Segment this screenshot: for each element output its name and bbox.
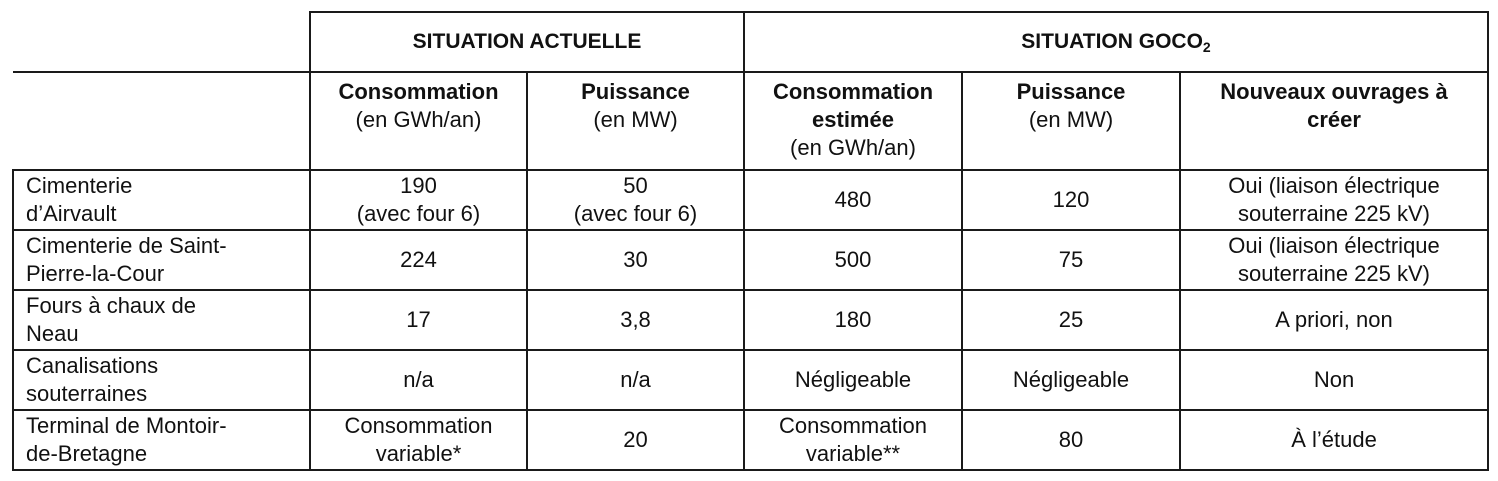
table-cell (744, 170, 962, 230)
subheader-unit: (en GWh/an) (790, 135, 916, 160)
table-cell (962, 350, 1180, 410)
row-label-line: Fours à chaux de (26, 293, 196, 318)
table-cell (744, 410, 962, 470)
group-header-goco2-subscript: 2 (1202, 39, 1211, 55)
subheader-puissance-actuelle (527, 72, 744, 170)
table-row (13, 170, 1488, 230)
table-cell (527, 410, 744, 470)
table-cell (962, 170, 1180, 230)
subheader-title-line2: créer (1307, 107, 1361, 132)
cell-line: (avec four 6) (573, 201, 698, 226)
table-cell (527, 230, 744, 290)
cell-line: (avec four 6) (356, 201, 481, 226)
subheader-unit: (en MW) (593, 107, 678, 132)
group-header-actuelle: SITUATION ACTUELLE (310, 12, 744, 72)
cell-line: 180 (834, 307, 872, 332)
cell-line: Négligeable (1012, 367, 1130, 392)
blank-corner-cell (13, 12, 310, 72)
blank-corner-cell-2 (13, 72, 310, 170)
cell-line: 25 (1058, 307, 1084, 332)
row-label-line: Canalisations (26, 353, 159, 378)
cell-line: Oui (liaison électrique (1228, 173, 1440, 198)
cell-line: n/a (620, 367, 651, 392)
table-cell (962, 230, 1180, 290)
table-cell (1180, 410, 1488, 470)
table-cell (527, 350, 744, 410)
table-row (13, 350, 1488, 410)
subheader-title-line2: estimée (812, 107, 894, 132)
cell-line: 224 (400, 247, 437, 272)
row-label-line: Terminal de Montoir- (26, 413, 227, 438)
table-cell (1180, 350, 1488, 410)
table-row (13, 410, 1488, 470)
row-label (13, 350, 310, 410)
sub-header-row (13, 72, 1488, 170)
table-cell (744, 290, 962, 350)
table-body (13, 170, 1488, 470)
cell-line: 50 (623, 173, 648, 198)
group-header-row (13, 12, 1488, 72)
table-cell (527, 170, 744, 230)
row-label (13, 290, 310, 350)
group-header-goco2-text: SITUATION GOCO (1021, 30, 1203, 53)
subheader-consommation-estimee (744, 72, 962, 170)
cell-line: Non (1313, 367, 1355, 392)
cell-line: variable** (805, 441, 901, 466)
cell-line: 120 (1052, 187, 1090, 212)
row-label (13, 410, 310, 470)
table-cell (527, 290, 744, 350)
cell-line: 500 (834, 247, 872, 272)
cell-line: 75 (1058, 247, 1084, 272)
cell-line: souterraine 225 kV) (1238, 261, 1430, 286)
cell-line: n/a (403, 367, 434, 392)
row-label-line: Pierre-la-Cour (26, 261, 165, 286)
cell-line: Oui (liaison électrique (1228, 233, 1440, 258)
cell-line: 3,8 (620, 307, 651, 332)
cell-line: Consommation (344, 413, 493, 438)
table-cell (1180, 170, 1488, 230)
cell-line: Négligeable (794, 367, 912, 392)
subheader-title: Puissance (581, 79, 690, 104)
row-label-line: Neau (26, 321, 79, 346)
table-cell (310, 230, 527, 290)
table-cell (744, 350, 962, 410)
table-cell (744, 230, 962, 290)
subheader-title: Puissance (1016, 79, 1126, 104)
table-cell (310, 350, 527, 410)
cell-line: 17 (406, 307, 431, 332)
table-cell (310, 290, 527, 350)
cell-line: souterraine 225 kV) (1238, 201, 1430, 226)
cell-line: 190 (400, 173, 437, 198)
cell-line: variable* (375, 441, 462, 466)
row-label-line: d’Airvault (26, 201, 117, 226)
cell-line: À l’étude (1291, 427, 1377, 452)
cell-line: 480 (834, 187, 872, 212)
table-cell (962, 410, 1180, 470)
cell-line: A priori, non (1275, 307, 1393, 332)
row-label-line: de-Bretagne (26, 441, 148, 466)
cell-line: 30 (623, 247, 648, 272)
subheader-nouveaux-ouvrages (1180, 72, 1488, 170)
subheader-unit: (en GWh/an) (355, 107, 482, 132)
cell-line: Consommation (779, 413, 927, 438)
table-cell (310, 170, 527, 230)
subheader-title: Consommation (338, 79, 499, 104)
table-row (13, 290, 1488, 350)
row-label-line: Cimenterie (26, 173, 133, 198)
row-label (13, 230, 310, 290)
subheader-title: Consommation (772, 79, 934, 104)
energy-comparison-table (12, 11, 1489, 471)
cell-line: 20 (623, 427, 648, 452)
table-cell (310, 410, 527, 470)
table-cell (962, 290, 1180, 350)
subheader-puissance-goco2 (962, 72, 1180, 170)
cell-line: 80 (1058, 427, 1084, 452)
row-label (13, 170, 310, 230)
group-header-goco2 (744, 12, 1488, 72)
subheader-title: Nouveaux ouvrages à (1220, 79, 1448, 104)
subheader-unit: (en MW) (1028, 107, 1114, 132)
table-cell (1180, 230, 1488, 290)
table-cell (1180, 290, 1488, 350)
row-label-line: Cimenterie de Saint- (26, 233, 227, 258)
subheader-consommation-actuelle (310, 72, 527, 170)
table-row (13, 230, 1488, 290)
row-label-line: souterraines (26, 381, 148, 406)
